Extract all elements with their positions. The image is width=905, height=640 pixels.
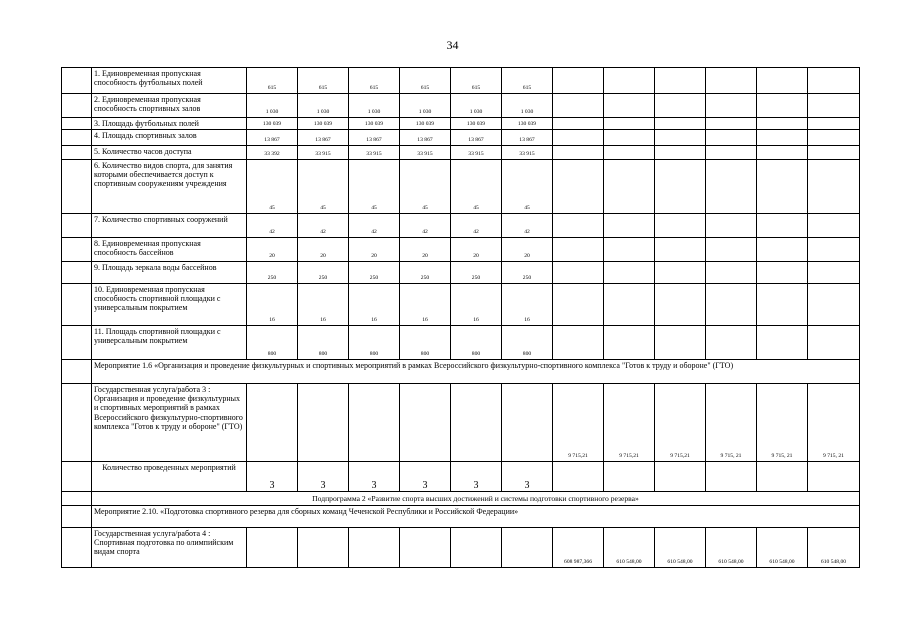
empty-cell bbox=[808, 94, 860, 118]
value-cell: 20 bbox=[451, 238, 502, 262]
value-cell: 33 392 bbox=[247, 146, 298, 160]
event-row bbox=[62, 360, 860, 384]
value-cell: 615 bbox=[349, 68, 400, 94]
value-cell: 33 915 bbox=[502, 146, 553, 160]
empty-cell bbox=[247, 384, 298, 462]
empty-cell bbox=[553, 160, 604, 214]
empty-cell bbox=[553, 284, 604, 326]
value-cell: 16 bbox=[451, 284, 502, 326]
index-cell bbox=[62, 326, 92, 360]
value-cell: 13 867 bbox=[400, 130, 451, 146]
value-cell: 33 915 bbox=[451, 146, 502, 160]
empty-cell bbox=[604, 326, 655, 360]
table-row bbox=[62, 284, 860, 326]
value-cell: 130 039 bbox=[349, 118, 400, 130]
empty-cell bbox=[553, 326, 604, 360]
table-row bbox=[62, 130, 860, 146]
indicator-label: 1. Единовременная пропускная способность футбольных полей bbox=[92, 68, 247, 94]
value-cell: 1 030 bbox=[247, 94, 298, 118]
value-cell: 16 bbox=[400, 284, 451, 326]
empty-cell bbox=[502, 384, 553, 462]
value-cell: 800 bbox=[502, 326, 553, 360]
indicator-label: 2. Единовременная пропускная способность спортивных залов bbox=[92, 94, 247, 118]
empty-cell bbox=[553, 130, 604, 146]
table-row bbox=[62, 146, 860, 160]
empty-cell bbox=[553, 214, 604, 238]
value-cell: 3 bbox=[298, 462, 349, 492]
event-row bbox=[62, 506, 860, 528]
table-row bbox=[62, 262, 860, 284]
empty-cell bbox=[655, 262, 706, 284]
empty-cell bbox=[706, 94, 757, 118]
index-cell bbox=[62, 238, 92, 262]
value-cell: 3 bbox=[502, 462, 553, 492]
service-row bbox=[62, 384, 860, 462]
indicator-label: 3. Площадь футбольных полей bbox=[92, 118, 247, 130]
value-cell: 42 bbox=[349, 214, 400, 238]
value-cell: 130 039 bbox=[298, 118, 349, 130]
value-cell: 1 030 bbox=[349, 94, 400, 118]
value-cell: 13 867 bbox=[247, 130, 298, 146]
empty-cell bbox=[808, 68, 860, 94]
empty-cell bbox=[553, 238, 604, 262]
value-cell: 33 915 bbox=[298, 146, 349, 160]
value-cell: 250 bbox=[400, 262, 451, 284]
table-row bbox=[62, 160, 860, 214]
value-cell: 1 030 bbox=[298, 94, 349, 118]
table-row bbox=[62, 94, 860, 118]
value-cell: 20 bbox=[349, 238, 400, 262]
value-cell: 45 bbox=[451, 160, 502, 214]
empty-cell bbox=[604, 160, 655, 214]
service-label: Государственная услуга/работа 4 : Спортивная подготовка по олимпийским видам спорта bbox=[92, 528, 247, 568]
empty-cell bbox=[553, 94, 604, 118]
empty-cell bbox=[757, 68, 808, 94]
value-cell: 16 bbox=[502, 284, 553, 326]
indicator-label: 6. Количество видов спорта, для занятия которыми обеспечивается доступ к спортивным сооружениям учреждения bbox=[92, 160, 247, 214]
empty-cell bbox=[451, 528, 502, 568]
value-cell: 615 bbox=[298, 68, 349, 94]
value-cell: 615 bbox=[451, 68, 502, 94]
empty-cell bbox=[757, 94, 808, 118]
value-cell: 615 bbox=[502, 68, 553, 94]
empty-cell bbox=[451, 384, 502, 462]
empty-cell bbox=[808, 118, 860, 130]
table-row bbox=[62, 214, 860, 238]
index-cell bbox=[62, 506, 92, 528]
empty-cell bbox=[604, 262, 655, 284]
empty-cell bbox=[706, 214, 757, 238]
value-cell: 20 bbox=[247, 238, 298, 262]
empty-cell bbox=[349, 528, 400, 568]
empty-cell bbox=[757, 238, 808, 262]
value-cell: 130 039 bbox=[502, 118, 553, 130]
value-cell: 1 030 bbox=[502, 94, 553, 118]
empty-cell bbox=[757, 130, 808, 146]
empty-cell bbox=[757, 214, 808, 238]
empty-cell bbox=[604, 238, 655, 262]
empty-cell bbox=[706, 118, 757, 130]
empty-cell bbox=[400, 528, 451, 568]
value-cell: 33 915 bbox=[349, 146, 400, 160]
value-cell: 800 bbox=[349, 326, 400, 360]
finance-cell: 9 715, 21 bbox=[757, 384, 808, 462]
indicator-label: 10. Единовременная пропускная способность спортивной площадки с универсальным покрытием bbox=[92, 284, 247, 326]
empty-cell bbox=[808, 146, 860, 160]
value-cell: 13 867 bbox=[349, 130, 400, 146]
finance-cell: 9 715, 21 bbox=[706, 384, 757, 462]
index-cell bbox=[62, 462, 92, 492]
empty-cell bbox=[757, 284, 808, 326]
finance-cell: 9 715, 21 bbox=[808, 384, 860, 462]
value-cell: 250 bbox=[451, 262, 502, 284]
empty-cell bbox=[706, 262, 757, 284]
empty-cell bbox=[655, 68, 706, 94]
index-cell bbox=[62, 94, 92, 118]
empty-cell bbox=[808, 262, 860, 284]
subprogram-title: Подпрограмма 2 «Развитие спорта высших достижений и системы подготовки спортивного резерва» bbox=[92, 492, 860, 506]
empty-cell bbox=[604, 118, 655, 130]
index-cell bbox=[62, 384, 92, 462]
index-cell bbox=[62, 130, 92, 146]
empty-cell bbox=[400, 384, 451, 462]
program-table bbox=[61, 67, 860, 568]
empty-cell bbox=[706, 146, 757, 160]
empty-cell bbox=[655, 146, 706, 160]
value-cell: 42 bbox=[451, 214, 502, 238]
event-title: Мероприятие 1.6 «Организация и проведение физкультурных и спортивных мероприятий в рамках Всероссийского физкультурно-спортивного комплекса "Готов к труду и обороне" (ГТО) bbox=[92, 360, 860, 384]
empty-cell bbox=[604, 94, 655, 118]
finance-cell: 610 548,00 bbox=[604, 528, 655, 568]
empty-cell bbox=[553, 146, 604, 160]
empty-cell bbox=[604, 214, 655, 238]
empty-cell bbox=[757, 146, 808, 160]
value-cell: 800 bbox=[400, 326, 451, 360]
empty-cell bbox=[808, 214, 860, 238]
value-cell: 250 bbox=[349, 262, 400, 284]
event-title: Мероприятие 2.10. «Подготовка спортивного резерва для сборных команд Чеченской Республики и Российской Федерации» bbox=[92, 506, 860, 528]
value-cell: 42 bbox=[298, 214, 349, 238]
empty-cell bbox=[298, 528, 349, 568]
value-cell: 250 bbox=[247, 262, 298, 284]
finance-cell: 610 548,00 bbox=[757, 528, 808, 568]
value-cell: 16 bbox=[349, 284, 400, 326]
service-row bbox=[62, 528, 860, 568]
table-row bbox=[62, 238, 860, 262]
empty-cell bbox=[247, 528, 298, 568]
value-cell: 3 bbox=[349, 462, 400, 492]
empty-cell bbox=[604, 130, 655, 146]
empty-cell bbox=[757, 462, 808, 492]
value-cell: 250 bbox=[298, 262, 349, 284]
empty-cell bbox=[655, 94, 706, 118]
empty-cell bbox=[808, 284, 860, 326]
empty-cell bbox=[655, 462, 706, 492]
value-cell: 130 039 bbox=[247, 118, 298, 130]
table-row bbox=[62, 462, 860, 492]
value-cell: 800 bbox=[451, 326, 502, 360]
empty-cell bbox=[808, 238, 860, 262]
value-cell: 250 bbox=[502, 262, 553, 284]
empty-cell bbox=[757, 160, 808, 214]
value-cell: 1 030 bbox=[451, 94, 502, 118]
index-cell bbox=[62, 262, 92, 284]
value-cell: 3 bbox=[400, 462, 451, 492]
page-number: 34 bbox=[446, 38, 459, 52]
indicator-label: 9. Площадь зеркала воды бассейнов bbox=[92, 262, 247, 284]
empty-cell bbox=[502, 528, 553, 568]
value-cell: 45 bbox=[298, 160, 349, 214]
value-cell: 615 bbox=[400, 68, 451, 94]
indicator-label: 11. Площадь спортивной площадки с универсальным покрытием bbox=[92, 326, 247, 360]
indicator-label: 8. Единовременная пропускная способность бассейнов bbox=[92, 238, 247, 262]
empty-cell bbox=[604, 284, 655, 326]
empty-cell bbox=[655, 284, 706, 326]
empty-cell bbox=[553, 262, 604, 284]
table-row bbox=[62, 326, 860, 360]
empty-cell bbox=[706, 160, 757, 214]
finance-cell: 610 548,00 bbox=[808, 528, 860, 568]
empty-cell bbox=[706, 462, 757, 492]
index-cell bbox=[62, 360, 92, 384]
empty-cell bbox=[706, 238, 757, 262]
empty-cell bbox=[553, 118, 604, 130]
empty-cell bbox=[604, 146, 655, 160]
finance-cell: 9 715,21 bbox=[553, 384, 604, 462]
value-cell: 130 039 bbox=[400, 118, 451, 130]
value-cell: 800 bbox=[298, 326, 349, 360]
empty-cell bbox=[655, 118, 706, 130]
value-cell: 800 bbox=[247, 326, 298, 360]
value-cell: 42 bbox=[247, 214, 298, 238]
empty-cell bbox=[808, 130, 860, 146]
empty-cell bbox=[757, 326, 808, 360]
index-cell bbox=[62, 146, 92, 160]
subprogram-row bbox=[62, 492, 860, 506]
empty-cell bbox=[706, 130, 757, 146]
indicator-label: 7. Количество спортивных сооружений bbox=[92, 214, 247, 238]
empty-cell bbox=[808, 462, 860, 492]
finance-cell: 610 548,00 bbox=[655, 528, 706, 568]
empty-cell bbox=[706, 326, 757, 360]
empty-cell bbox=[706, 284, 757, 326]
value-cell: 33 915 bbox=[400, 146, 451, 160]
value-cell: 13 867 bbox=[298, 130, 349, 146]
value-cell: 45 bbox=[247, 160, 298, 214]
value-cell: 20 bbox=[400, 238, 451, 262]
index-cell bbox=[62, 284, 92, 326]
value-cell: 3 bbox=[451, 462, 502, 492]
empty-cell bbox=[808, 326, 860, 360]
value-cell: 20 bbox=[298, 238, 349, 262]
value-cell: 42 bbox=[502, 214, 553, 238]
value-cell: 13 867 bbox=[451, 130, 502, 146]
empty-cell bbox=[298, 384, 349, 462]
empty-cell bbox=[655, 130, 706, 146]
empty-cell bbox=[553, 68, 604, 94]
empty-cell bbox=[655, 214, 706, 238]
empty-cell bbox=[655, 238, 706, 262]
finance-cell: 610 548,00 bbox=[706, 528, 757, 568]
value-cell: 1 030 bbox=[400, 94, 451, 118]
empty-cell bbox=[604, 462, 655, 492]
empty-cell bbox=[655, 326, 706, 360]
count-label: Количество проведенных мероприятий bbox=[92, 462, 247, 492]
empty-cell bbox=[604, 68, 655, 94]
indicator-label: 4. Площадь спортивных залов bbox=[92, 130, 247, 146]
index-cell bbox=[62, 160, 92, 214]
finance-cell: 9 715,21 bbox=[655, 384, 706, 462]
value-cell: 16 bbox=[247, 284, 298, 326]
value-cell: 45 bbox=[400, 160, 451, 214]
empty-cell bbox=[757, 262, 808, 284]
empty-cell bbox=[757, 118, 808, 130]
value-cell: 13 867 bbox=[502, 130, 553, 146]
index-cell bbox=[62, 118, 92, 130]
value-cell: 45 bbox=[502, 160, 553, 214]
table-row bbox=[62, 118, 860, 130]
table-row bbox=[62, 68, 860, 94]
value-cell: 3 bbox=[247, 462, 298, 492]
value-cell: 20 bbox=[502, 238, 553, 262]
value-cell: 42 bbox=[400, 214, 451, 238]
service-label: Государственная услуга/работа 3 : Организация и проведение физкультурных и спортивных мероприятий в рамках Всероссийского физкультурно-спортивного комплекса "Готов к труду и обороне" (ГТО) bbox=[92, 384, 247, 462]
finance-cell: 9 715,21 bbox=[604, 384, 655, 462]
empty-cell bbox=[808, 160, 860, 214]
index-cell bbox=[62, 214, 92, 238]
value-cell: 16 bbox=[298, 284, 349, 326]
finance-cell: 608 987,366 bbox=[553, 528, 604, 568]
empty-cell bbox=[349, 384, 400, 462]
empty-cell bbox=[706, 68, 757, 94]
value-cell: 130 039 bbox=[451, 118, 502, 130]
index-cell bbox=[62, 492, 92, 506]
empty-cell bbox=[553, 462, 604, 492]
value-cell: 45 bbox=[349, 160, 400, 214]
empty-cell bbox=[655, 160, 706, 214]
index-cell bbox=[62, 68, 92, 94]
index-cell bbox=[62, 528, 92, 568]
indicator-label: 5. Количество часов доступа bbox=[92, 146, 247, 160]
value-cell: 615 bbox=[247, 68, 298, 94]
